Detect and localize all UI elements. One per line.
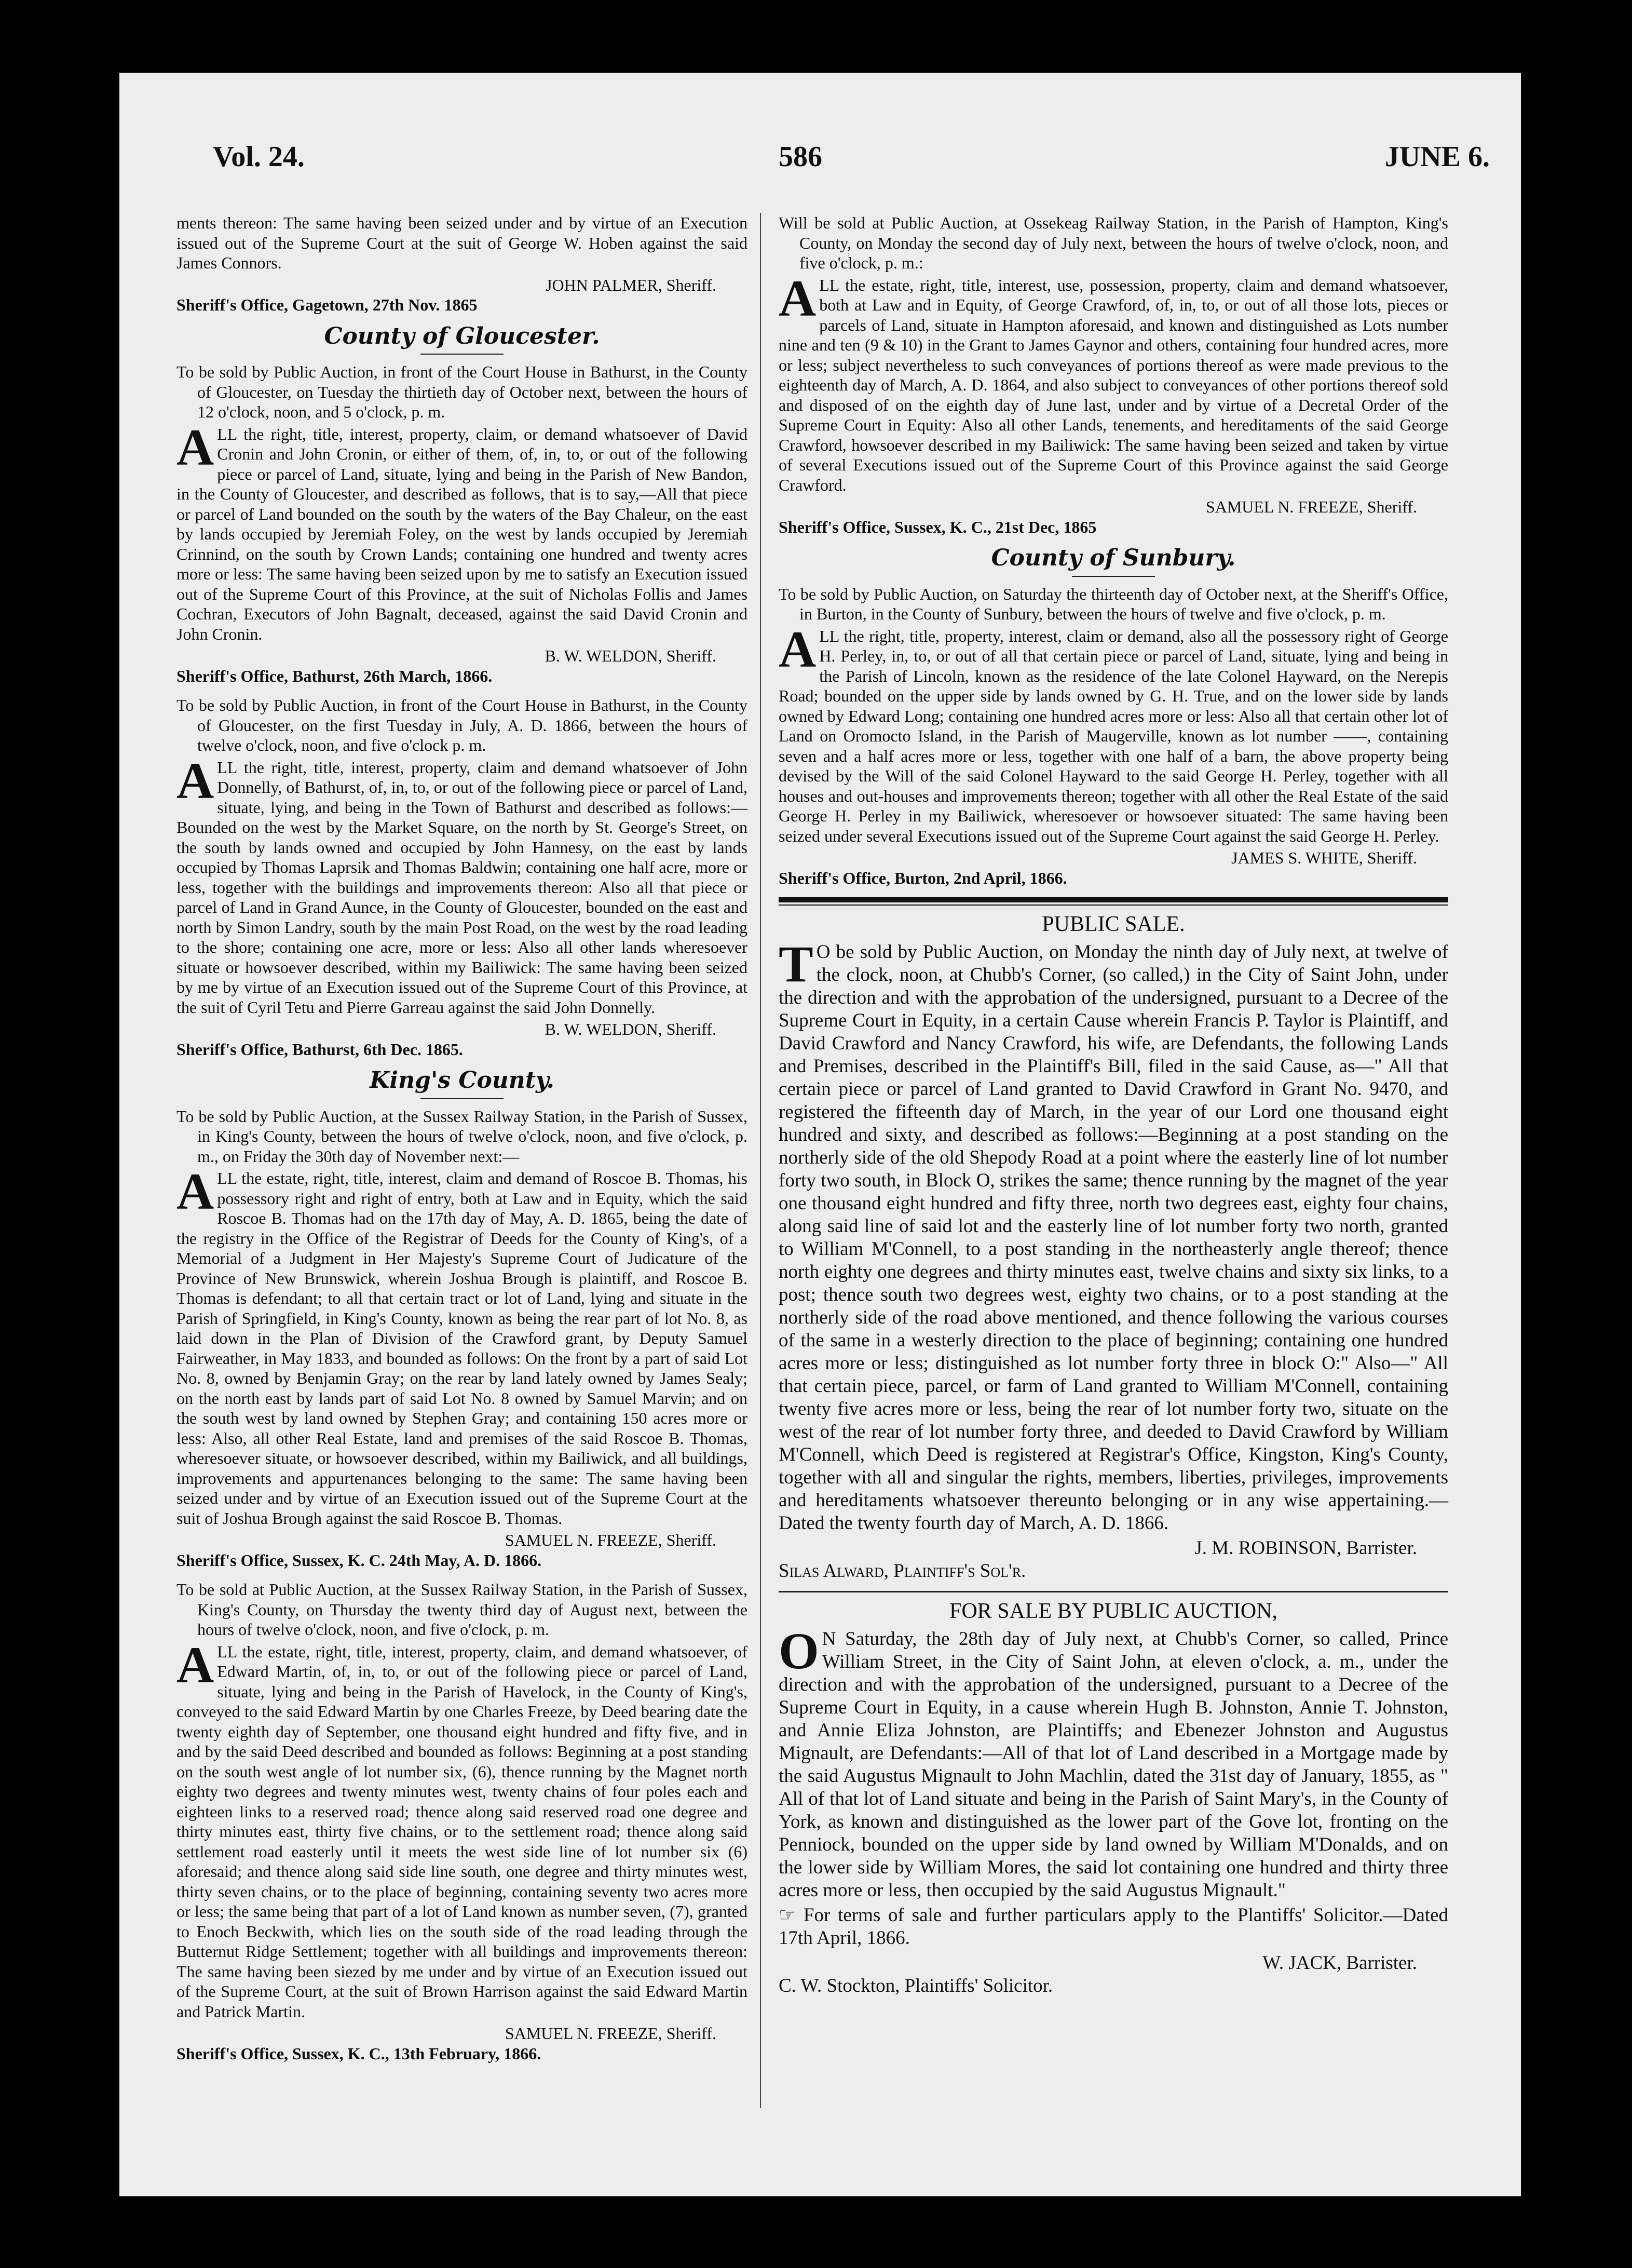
notice-body: ALL the estate, right, title, interest, claim and demand of Roscoe B. Thomas, his possessory right and right of entry, both at Law and in Equity, which the said Roscoe B. Thomas had on the 17th day of May, A. D. 1865, being the date of the registry in the Office of the Registrar of Deeds for the County of King's, of a Memorial of a Judgment in Her Majesty's Supreme Court of Judicature of the Province of New Brunswick, wherein Joshua Brough is plaintiff, and Roscoe B. Thomas is defendant; to all that certain tract or lot of Land, lying and situate in the Parish of Springfield, in King's County, known as being the rear part of lot No. 8, as laid down in the Plan of Division of the Crawford grant, by Deputy Samuel Fairweather, in May 1833, and bounded as follows: On the front by a part of said Lot No. 8, owned by Benjamin Gray; on the rear by land lately owned by James Sealy; on the north east by lands part of said Lot No. 8 owned by Samuel Marvin; and on the south west by land owned by Stephen Gray; and containing 150 acres more or less: Also, all other Real Estate, land and premises of the said Roscoe B. Thomas, wheresoever situate, or howsoever described, within my Bailiwick, and all buildings, improvements and appurtenances belonging to the same: The same having been seized under and by virtue of an Execution issued out of the Supreme Court at the suit of Joshua Brough against the said Roscoe B. Thomas. [176, 1163, 747, 1528]
notice-signature: W. JACK, Barrister. [1262, 1952, 1417, 1974]
notice-intro: To be sold by Public Auction, in front of the Court House in Bathurst, in the County of Gloucester, on Tuesday the thirtieth day of October next, between the hours of 12 o'clock, noon, and 5 o'clock, p. m. [176, 362, 747, 421]
notice-intro: To be sold by Public Auction, on Saturday the thirteenth day of October next, at the Sheriff's Office, in Burton, in the County of Sunbury, between the hours of twelve and five o'clock, p. m. [779, 584, 1448, 623]
notice-terms: ☞ For terms of sale and further particulars apply to the Plantiffs' Solicitor.—Dated 17th April, 1866. [779, 1905, 1448, 1949]
page-header [213, 140, 1490, 208]
notice-signature: B. W. WELDON, Sheriff. [545, 646, 716, 665]
notice-body: ALL the right, title, interest, property, claim and demand whatsoever of John Donnelly, of Bathurst, of, in, to, or out of the following piece or parcel of Land, situate, lying, and being in the Town of Bathurst and described as follows:—Bounded on the west by the Market Square, on the north by St. George's Street, on the south by lands owned and occupied by John Hannesy, on the east by lands occupied by Thomas Laprsik and Thomas Baldwin; containing one half acre, more or less, together with the buildings and improvements thereon: Also all that piece or parcel of Land in Grand Aunce, in the County of Gloucester, bounded on the east and north by Simon Landry, south by the main Post Road, on the west by the road leading to the shore; containing one acre, more or less: Also all other lands wheresoever situate or howsoever described, within my Bailiwick: The same having been seized by me by virtue of an Execution issued out of the Supreme Court of this Province, at the suit of Cyril Tetu and Pierre Garreau against the said John Donnelly. [176, 751, 747, 1017]
column-divider [760, 213, 761, 2108]
notice-title: FOR SALE BY PUBLIC AUCTION, [949, 1599, 1277, 1623]
drop-cap: O [779, 1622, 819, 1680]
notice-body: ALL the right, title, property, interest, claim or demand, also all the possessory right of George H. Perley, in, to, or out of all that certain piece or parcel of Land, situate, lying and being in the Parish of Lincoln, known as the residence of the late Colonel Hayward, on the Nerepis Road; bounded on the upper side by lands owned by G. H. True, and on the lower side by lands owned by Edward Long; containing one hundred acres more or less: Also all that certain other lot of Land on Oromocto Island, in the Parish of Maugerville, known as lot number ——, containing seven and a half acres more or less, together with one half of a barn, the above property being devised by the Will of the said Colonel Hayward to the said George H. Perley, together with all houses and out-houses and improvements thereon; together with all other the Real Estate of the said George H. Perley in my Bailiwick, wheresoever or howsoever situated: The same having been seized under several Executions issued out of the Supreme Court against the said George H. Perley. [779, 620, 1448, 845]
heading-rule [1072, 576, 1155, 577]
drop-cap: A [779, 620, 817, 678]
volume-number: Vol. 24. [213, 141, 305, 173]
page-number: 586 [779, 141, 822, 173]
notice-office-line: Sheriff's Office, Gagetown, 27th Nov. 1865 [176, 295, 478, 314]
heading-rule [420, 1098, 504, 1099]
solicitor-line: C. W. Stockton, Plaintiffs' Solicitor. [779, 1975, 1053, 1996]
notice-signature: JOHN PALMER, Sheriff. [546, 275, 716, 294]
notice-body: ALL the right, title, interest, property, claim, or demand whatsoever of David Cronin and John Cronin, or either of them, of, in, to, or out of the following piece or parcel of Land, situate, lying and being in the Parish of New Bandon, in the County of Gloucester, and described as follows, that is to say,—All that piece or parcel of Land bounded on the south by the waters of the Bay Chaleur, on the east by lands occupied by Jeremiah Foley, on the west by lands occupied by Jeremiah Crinnind, on the south by Crown Lands; containing one hundred and twenty acres more or less: The same having been seized upon by me to satisfy an Execution issued out of the Supreme Court of this Province, at the suit of Nicholas Follis and James Cochran, Executors of John Bagnalt, deceased, against the said David Cronin and John Cronin. [176, 418, 747, 643]
notice-intro: To be sold by Public Auction, in front of the Court House in Bathurst, in the County of Gloucester, on the first Tuesday in July, A. D. 1866, between the hours of twelve o'clock, noon, and five o'clock p. m. [176, 696, 747, 754]
notice-office-line: Sheriff's Office, Sussex, K. C., 21st Dec, 1865 [779, 517, 1097, 536]
drop-cap: A [176, 751, 214, 809]
notice-signature: SAMUEL N. FREEZE, Sheriff. [1205, 497, 1417, 516]
drop-cap: T [779, 935, 813, 993]
left-column [176, 213, 747, 2073]
drop-cap: A [779, 269, 817, 327]
drop-cap: A [176, 1636, 214, 1694]
notice-title: PUBLIC SALE. [1042, 912, 1185, 936]
notice-signature: JAMES S. WHITE, Sheriff. [1231, 848, 1417, 867]
notice-office-line: Sheriff's Office, Bathurst, 6th Dec. 1865. [176, 1040, 463, 1059]
notice-intro: To be sold by Public Auction, at the Sussex Railway Station, in the Parish of Sussex, in King's County, between the hours of twelve o'clock, noon, and five o'clock, p. m., on Friday the 30th day of November next:— [176, 1106, 747, 1166]
issue-date: JUNE 6. [1384, 141, 1490, 173]
notice-continuation-text: ments thereon: The same having been seized under and by virtue of an Execution issued out of the Supreme Court at the suit of George W. Hoben against the said James Connors. [176, 213, 747, 272]
notice-office-line: Sheriff's Office, Bathurst, 26th March, 1866. [176, 666, 493, 685]
heading-rule [420, 354, 504, 355]
drop-cap: A [176, 1163, 214, 1220]
right-column [779, 213, 1448, 2000]
notice-intro: To be sold at Public Auction, at the Sussex Railway Station, in the Parish of Sussex, King's County, on Thursday the twenty third day of August next, between the hours of twelve o'clock, noon, and five o'clock, p. m. [176, 1580, 747, 1639]
notice-body: O N Saturday, the 28th day of July next, at Chubb's Corner, so called, Prince William Street, in the City of Saint John, at eleven o'clock, a. m., under the direction and with the approbation of the undersigned, pursuant to a Decree of the Supreme Court in Equity, in a cause wherein Hugh B. Johnston, Annie T. Johnston, and Annie Eliza Johnston, are Plaintiffs; and Ebenezer Johnston and Augustus Mignault, are Defendants:—All of that lot of Land described in a Mortgage made by the said Augustus Mignault to John Machlin, dated the 31st day of January, 1855, as " All of that lot of Land situate and being in the Parish of Saint Mary's, in the County of York, as known and distinguished as the lower part of the Gove lot, fronting on the Penniock, bounded on the upper side by land owned by William M'Donalds, and on the lower side by William Mores, the said lot containing one hundred and thirty three acres more or less, then occupied by the said Augustus Mignault." [779, 1622, 1448, 1901]
notice-signature: B. W. WELDON, Sheriff. [545, 1020, 716, 1038]
notice-body: ALL the estate, right, title, interest, use, possession, property, claim and demand whatsoever, both at Law and in Equity, of George Crawford, of, in, to, or out of all those lots, pieces or parcels of Land, situate in Hampton aforesaid, and known and distinguished as Lots number nine and ten (9 & 10) in the Grant to James Gaynor and others, containing four hundred acres, more or less; subject nevertheless to such conveyances of portions thereof as were made previous to the eighteenth day of March, A. D. 1864, and also subject to conveyances of other portions thereof sold and disposed of on the eighth day of June last, under and by virtue of a Decretal Order of the Supreme Court in Equity: Also all other Lands, tenements, and hereditaments of the said George Crawford, howsoever described in my Bailiwick: The same having been seized and taken by virtue of several Executions issued out of the Supreme Court of this Province against the said George Crawford. [779, 269, 1448, 494]
auction-notice [779, 1600, 1448, 1997]
solicitor-line: Silas Alward, Plaintiff's Sol'r. [779, 1560, 1026, 1582]
notice-signature: J. M. ROBINSON, Barrister. [1194, 1537, 1417, 1559]
notice-body: T O be sold by Public Auction, on Monday the ninth day of July next, at twelve of the clock, noon, at Chubb's Corner, (so called,) in the City of Saint John, under the direction and with the approbation of the undersigned, pursuant to a Decree of the Supreme Court in Equity, in a certain Cause wherein Francis P. Taylor is Plaintiff, and David Crawford and Nancy Crawford, his wife, are Defendants, the following Lands and Premises, described in the Plaintiff's Bill, filed in the said Cause, as—" All that certain piece or parcel of Land granted to David Crawford in Grant No. 9470, and registered the fifteenth day of March, in the year of our Lord one thousand eight hundred and sixty, and described as follows:—Beginning at a post standing on the northerly side of the old Shepody Road at a point where the easterly line of lot number forty two south, in Block O, strikes the same; thence running by the magnet of the year one thousand eight hundred and fifty three, north two degrees east, eighty four chains, along said line of said lot and the easterly line of lot number forty two north, granted to William M'Connell, to a post standing in the northeasterly angle thereof; thence north eighty one degrees and thirty minutes east, twelve chains and sixty six links, to a post; thence south two degrees west, eighty two chains, or to a post standing at the northerly side of the road above mentioned, and thence following the various courses of the same in a westerly direction to the place of beginning; containing one hundred acres more or less; distinguished as lot number forty three in block O:" Also—" All that certain piece, parcel, or farm of Land granted to William M'Connell, containing twenty five acres more or less, being the rear of lot number forty two, situate on the west of the rear of lot number forty three, and deeded to David Crawford by William M'Connell, which Deed is registered at Registrar's Office, Kingston, King's County, together with all and singular the rights, members, liberties, privileges, improvements and hereditaments whatsoever thereunto belonging or in any wise appertaining.—Dated the twenty fourth day of March, A. D. 1866. [779, 935, 1448, 1534]
county-heading: County of Gloucester. [324, 322, 600, 349]
notice-office-line: Sheriff's Office, Sussex, K. C. 24th May, A. D. 1866. [176, 1550, 542, 1570]
section-rule [779, 897, 1448, 906]
notice-office-line: Sheriff's Office, Burton, 2nd April, 1866. [779, 868, 1067, 887]
drop-cap: A [176, 418, 214, 476]
notice-signature: SAMUEL N. FREEZE, Sheriff. [505, 1531, 716, 1549]
newspaper-page [119, 73, 1521, 2196]
public-sale-notice [779, 913, 1448, 1583]
notice-signature: SAMUEL N. FREEZE, Sheriff. [505, 2024, 716, 2043]
notice-office-line: Sheriff's Office, Sussex, K. C., 13th February, 1866. [176, 2044, 541, 2063]
section-rule [779, 1591, 1448, 1592]
county-heading: King's County. [370, 1067, 554, 1094]
county-heading: County of Sunbury. [991, 545, 1236, 571]
notice-intro: Will be sold at Public Auction, at Ossekeag Railway Station, in the Parish of Hampton, King's County, on Monday the second day of July next, between the hours of twelve o'clock, noon, and five o'clock, p. m.: [779, 213, 1448, 272]
notice-body: ALL the estate, right, title, interest, property, claim, and demand whatsoever, of Edward Martin, of, in, to, or out of the following piece or parcel of Land, situate, lying and being in the Parish of Havelock, in the County of King's, conveyed to the said Edward Martin by one Charles Freeze, by Deed bearing date the twenty eighth day of September, one thousand eight hundred and fifty five, and in and by the said Deed described and bounded as follows: Beginning at a post standing on the south west angle of lot number six, (6), thence running by the Magnet north eighty two degrees and twenty minutes west, twenty chains of four poles each and eighteen links to a reserved road; thence along said reserved road one degree and thirty minutes east, thirty five chains, or to the settlement road; thence along said settlement road easterly until it meets the west side line of lot number six (6) aforesaid; and thence along said side line south, one degree and thirty minutes west, thirty seven chains, or to the place of beginning, containing seventy two acres more or less; the same being that part of a lot of Land known as number seven, (7), granted to Enoch Beckwith, which lies on the south side of the road leading through the Butternut Ridge Settlement; together with all buildings and improvements thereon: The same having been siezed by me under and by virtue of an Execution issued out of the Supreme Court, at the suit of Brown Harrison against the said Edward Martin and Patrick Martin. [176, 1636, 747, 2021]
